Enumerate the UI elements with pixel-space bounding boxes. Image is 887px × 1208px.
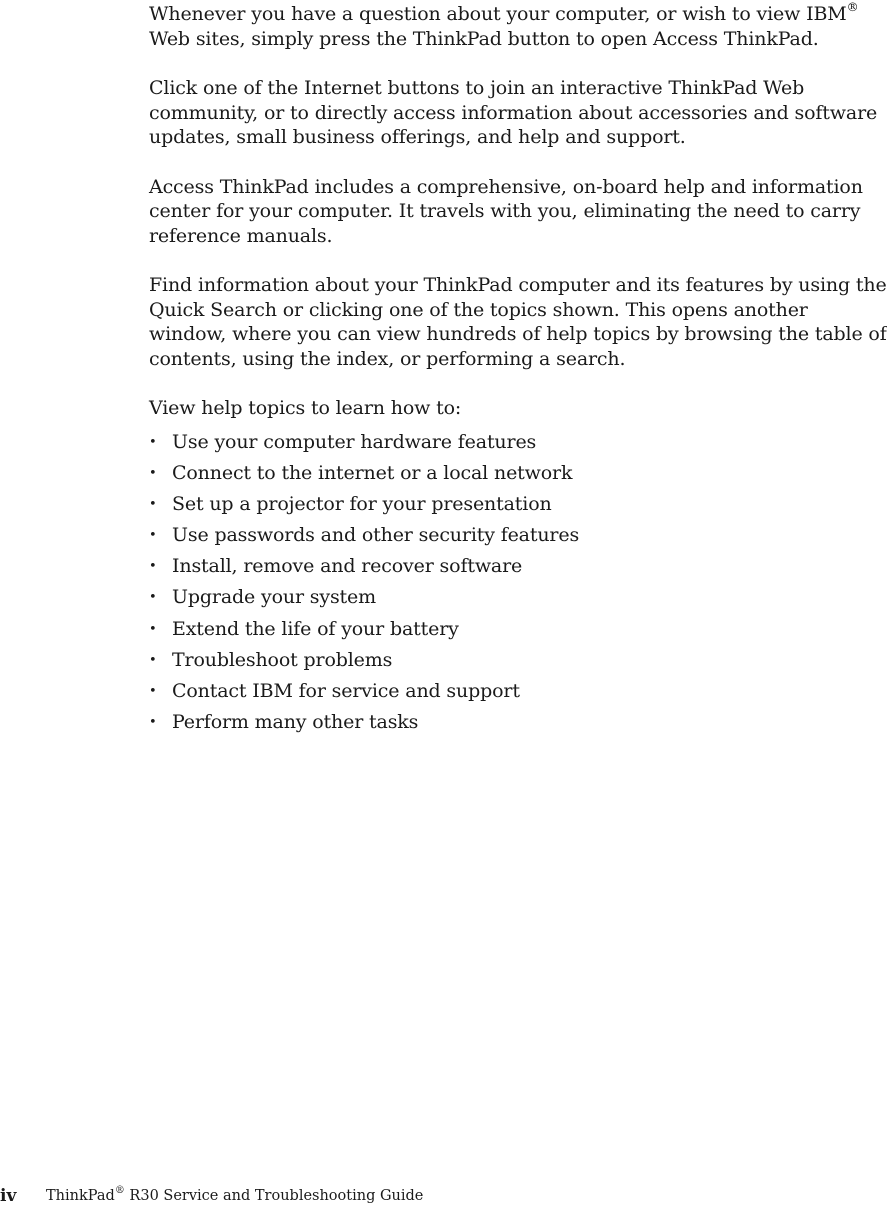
list-item: • Use your computer hardware features — [149, 427, 887, 458]
running-title-rest: R30 Service and Troubleshooting Guide — [124, 1188, 424, 1204]
list-item: • Install, remove and recover software — [149, 551, 887, 582]
running-title-product: ThinkPad — [46, 1188, 115, 1204]
internet-buttons-paragraph: Click one of the Internet buttons to join an interactive ThinkPad Web community, or to directly access information about accessories and software updates, small business offerings, and help and support. — [149, 77, 878, 148]
running-title — [46, 1184, 423, 1208]
list-item: • Connect to the internet or a local network — [149, 458, 887, 489]
footer-registered-mark: ® — [114, 1185, 125, 1197]
intro-paragraph — [149, 2, 887, 51]
help-center-paragraph: Access ThinkPad includes a comprehensive, on-board help and information center for your computer. It travels with you, eliminating the need to carry reference manuals. — [149, 175, 863, 247]
list-item: • Set up a projector for your presentation — [149, 489, 887, 520]
list-item: • Use passwords and other security features — [149, 520, 887, 551]
quick-search-paragraph: Find information about your ThinkPad computer and its features by using the Quick Search or clicking one of the topics shown. This opens another window, where you can view hundreds of help topics by browsing the table of contents, using the index, or performing a search. — [149, 274, 887, 370]
help-topics-list — [149, 427, 887, 739]
list-item: • Contact IBM for service and support — [149, 676, 887, 707]
list-item: • Troubleshoot problems — [149, 645, 887, 676]
list-item: • Extend the life of your battery — [149, 614, 887, 645]
list-item: • Upgrade your system — [149, 582, 887, 613]
intro-text: Whenever you have a question about your computer, or wish to view IBM — [149, 3, 847, 25]
list-item: • Perform many other tasks — [149, 707, 887, 738]
list-intro: View help topics to learn how to: — [149, 397, 462, 419]
page-number: iv — [0, 1186, 17, 1206]
page-body — [149, 2, 887, 738]
registered-mark: ® — [846, 0, 859, 14]
intro-text-continued: Web sites, simply press the ThinkPad button to open Access ThinkPad. — [149, 27, 819, 50]
